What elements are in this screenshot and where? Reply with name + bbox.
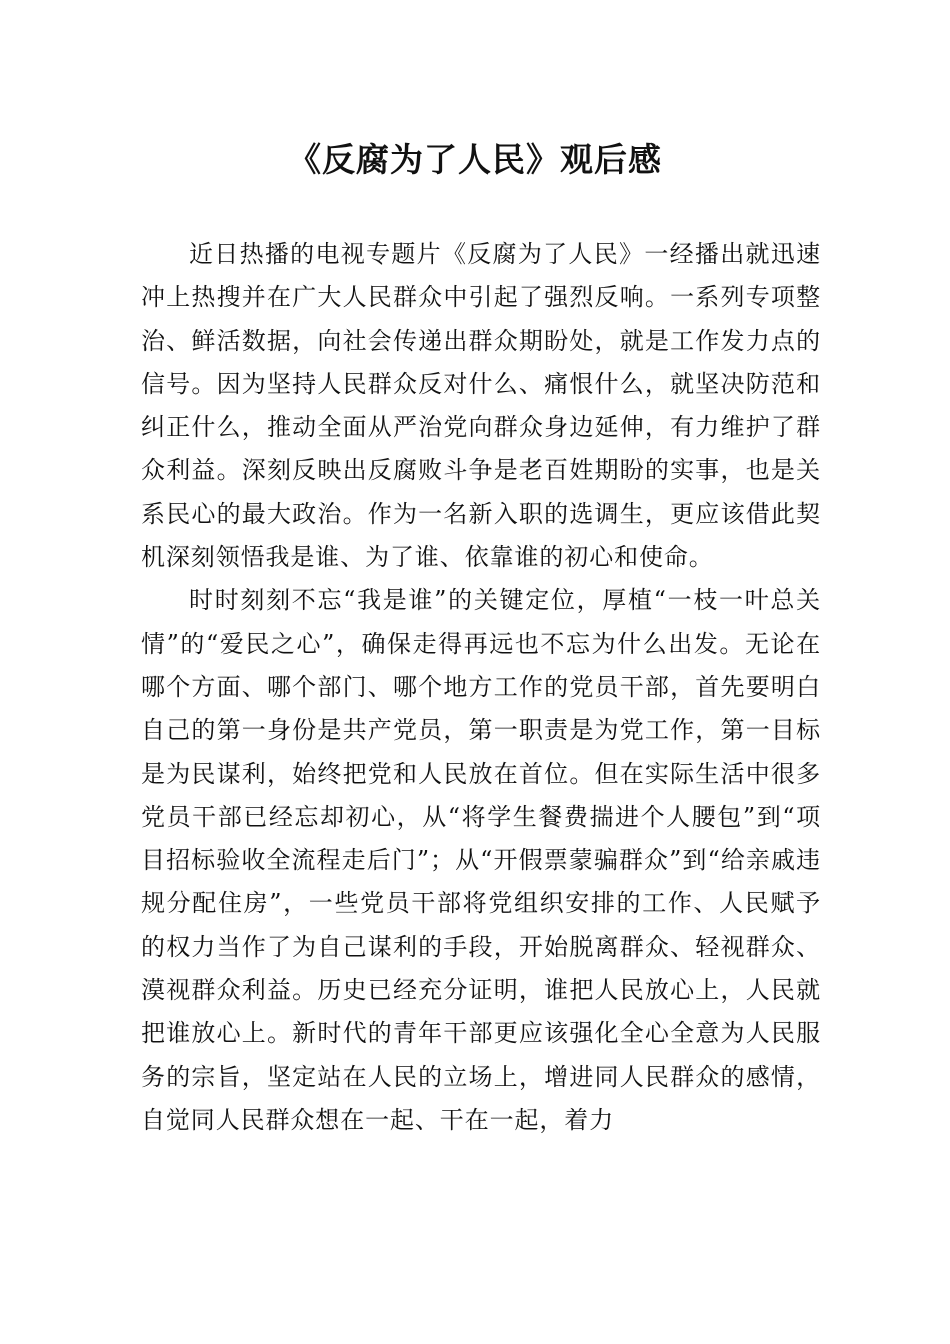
paragraph-2: 时时刻刻不忘“我是谁”的关键定位，厚植“一枝一叶总关情”的“爱民之心”，确保走得再远也不忘为什么出发。无论在哪个方面、哪个部门、哪个地方工作的党员干部，首先要明白自己的第一身份是共产党员，第一职责是为党工作，第一目标是为民谋利，始终把党和人民放在首位。但在实际生活中很多党员干部已经忘却初心，从“将学生餐费揣进个人腰包”到“项目招标验收全流程走后门”；从“开假票蒙骗群众”到“给亲戚违规分配住房”，一些党员干部将党组织安排的工作、人民赋予的权力当作了为自己谋利的手段，开始脱离群众、轻视群众、漠视群众利益。历史已经充分证明，谁把人民放心上，人民就把谁放心上。新时代的青年干部更应该强化全心全意为人民服务的宗旨，坚定站在人民的立场上，增进同人民群众的感情，自觉同人民群众想在一起、干在一起，着力 <box>141 586 821 1134</box>
document-title: 《反腐为了人民》观后感 <box>288 140 662 179</box>
paragraph-1: 近日热播的电视专题片《反腐为了人民》一经播出就迅速冲上热搜并在广大人民群众中引起了强烈反响。一系列专项整治、鲜活数据，向社会传递出群众期盼处，就是工作发力点的信号。因为坚持人民群众反对什么、痛恨什么，就坚决防范和纠正什么，推动全面从严治党向群众身边延伸，有力维护了群众利益。深刻反映出反腐败斗争是老百姓期盼的实事，也是关系民心的最大政治。作为一名新入职的选调生，更应该借此契机深刻领悟我是谁、为了谁、依靠谁的初心和使命。 <box>141 240 821 572</box>
document-body <box>141 233 821 1142</box>
